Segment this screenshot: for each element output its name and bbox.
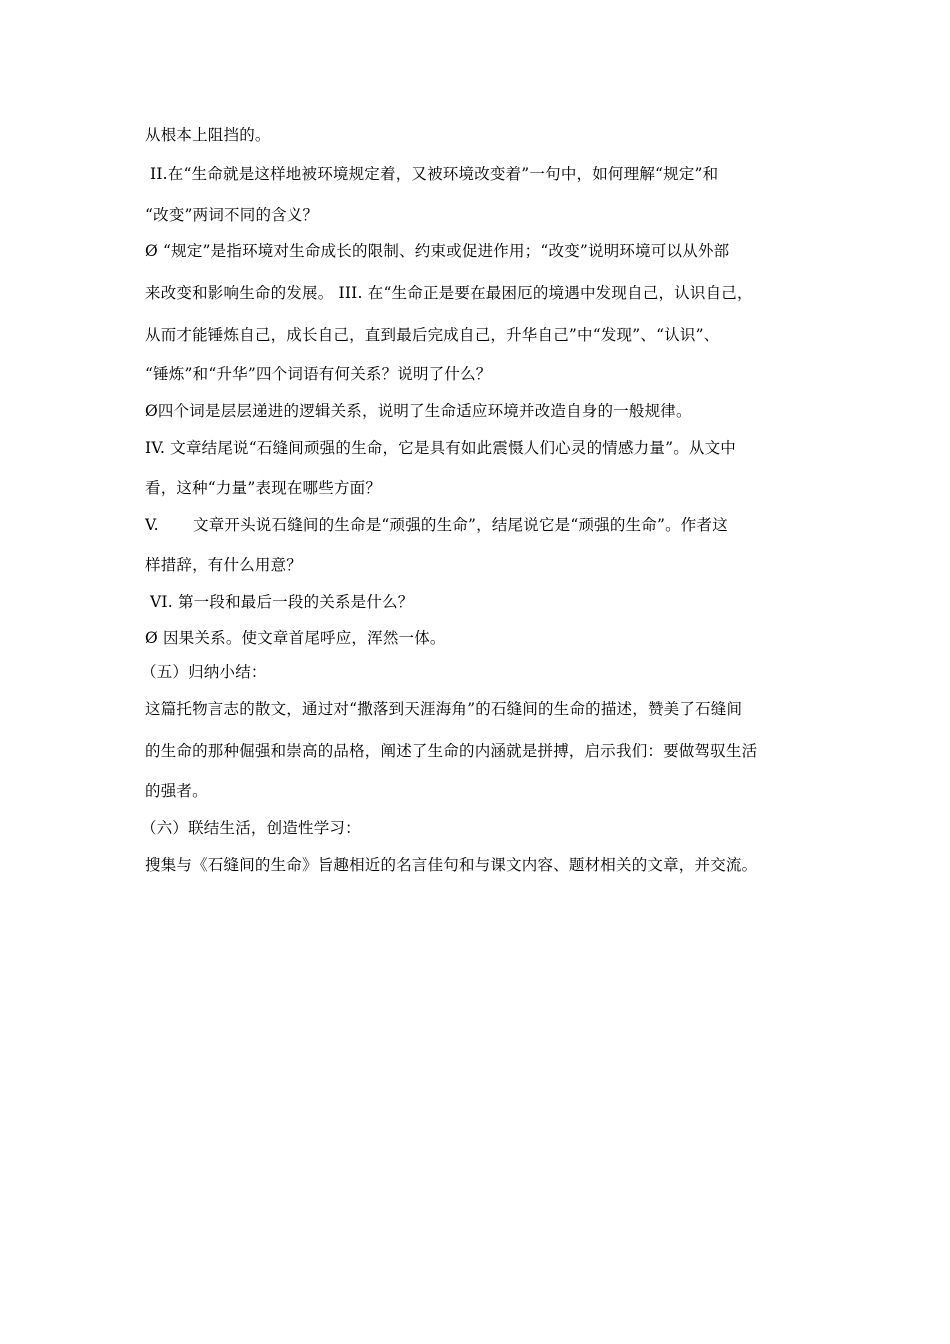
text-line: 看，这种“力量”表现在哪些方面？ bbox=[145, 479, 382, 497]
text-line: 搜集与《石缝间的生命》旨趣相近的名言佳句和与课文内容、题材相关的文章，并交流。 bbox=[145, 856, 758, 874]
text-line: “锤炼”和“升华”四个词语有何关系？说明了什么？ bbox=[145, 365, 492, 383]
text-line: 的强者。 bbox=[145, 782, 208, 800]
question-v: 文章开头说石缝间的生命是“顽强的生命”，结尾说它是“顽强的生命”。作者这 bbox=[193, 516, 728, 534]
answer-vi: Ø 因果关系。使文章首尾呼应，浑然一体。 bbox=[145, 629, 446, 647]
question-v-number: V. bbox=[145, 516, 159, 534]
text-line: 的生命的那种倔强和崇高的品格，阐述了生命的内涵就是拼搏，启示我们：要做驾驭生活 bbox=[145, 742, 758, 760]
text-line: 样措辞，有什么用意？ bbox=[145, 556, 303, 574]
question-iv: IV. 文章结尾说“石缝间顽强的生命，它是具有如此震慑人们心灵的情感力量”。从文中 bbox=[145, 439, 737, 457]
section-heading: （五）归纳小结： bbox=[141, 663, 267, 681]
summary-paragraph: 这篇托物言志的散文，通过对“撒落到天涯海角”的石缝间的生命的描述，赞美了石缝间 bbox=[145, 700, 743, 718]
section-heading: （六）联结生活，创造性学习： bbox=[141, 819, 361, 837]
question-vi: VI. 第一段和最后一段的关系是什么？ bbox=[150, 593, 414, 611]
question-iii: 来改变和影响生命的发展。 III. 在“生命正是要在最困厄的境遇中发现自己，认识自己， bbox=[145, 284, 753, 302]
text-line: “改变”两词不同的含义？ bbox=[145, 206, 319, 224]
question-ii: II.在“生命就是这样地被环境规定着，又被环境改变着”一句中，如何理解“规定”和 bbox=[150, 165, 719, 183]
text-line: 从而才能锤炼自己，成长自己，直到最后完成自己，升华自己”中“发现”、“认识”、 bbox=[145, 326, 720, 344]
text-line: 从根本上阻挡的。 bbox=[145, 126, 271, 144]
answer-iii: Ø四个词是层层递进的逻辑关系，说明了生命适应环境并改造自身的一般规律。 bbox=[145, 402, 692, 420]
answer-ii: Ø “规定”是指环境对生命成长的限制、约束或促进作用；“改变”说明环境可以从外部 bbox=[145, 242, 730, 260]
